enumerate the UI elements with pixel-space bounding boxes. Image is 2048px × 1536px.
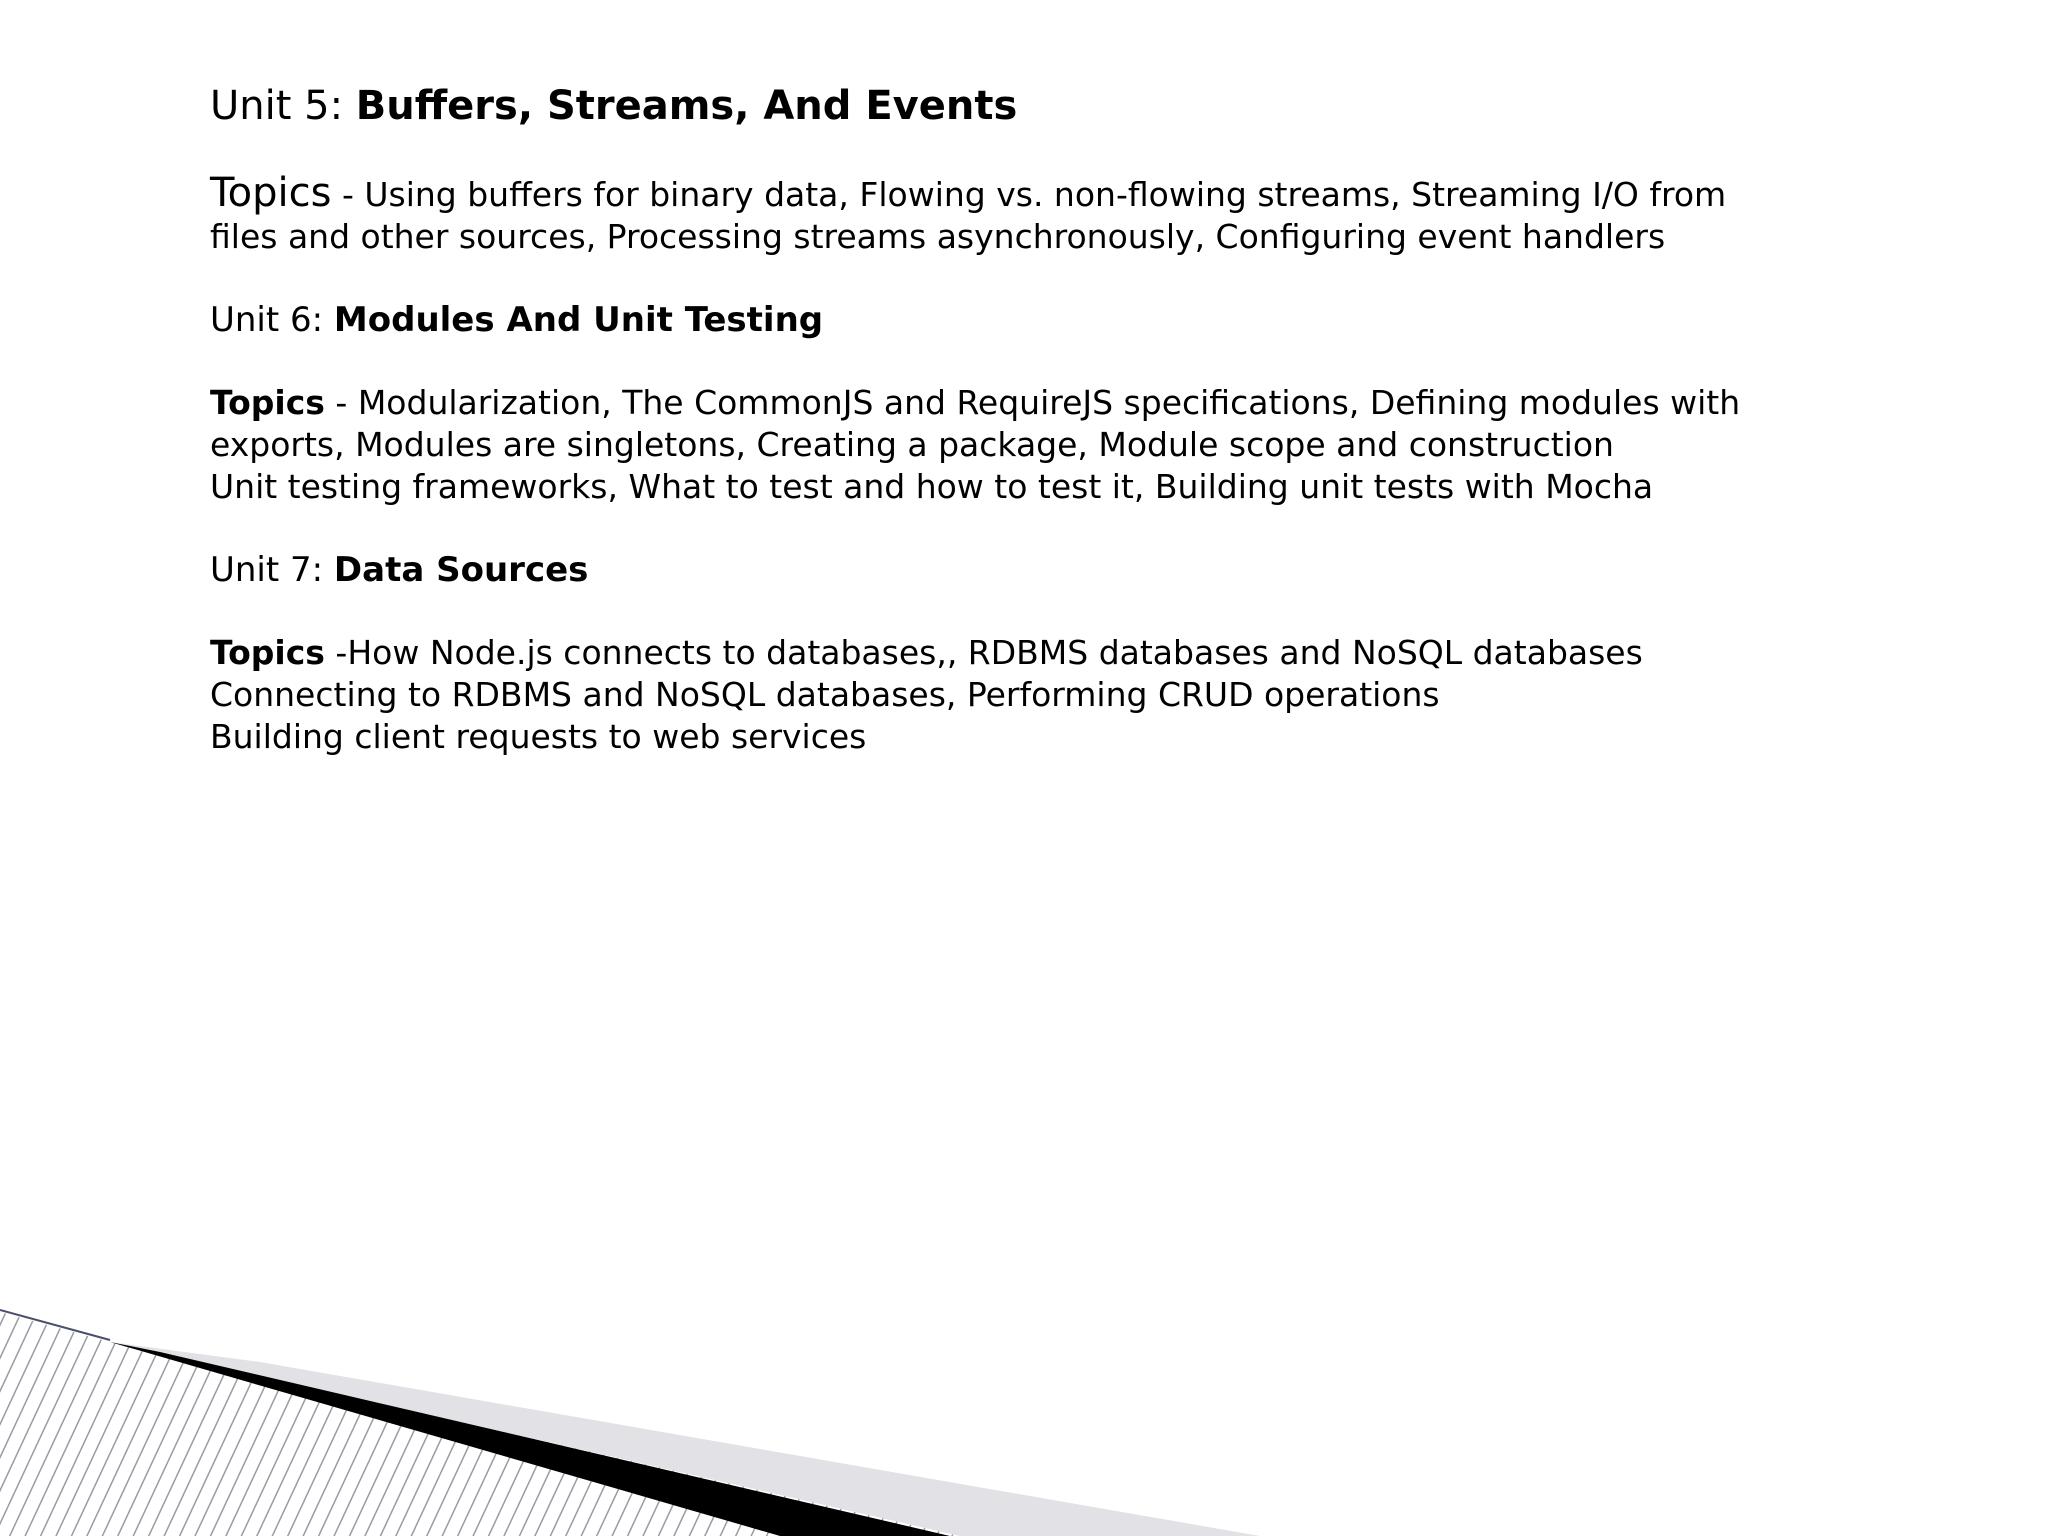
unit-6-topics-line-2: exports, Modules are singletons, Creating a package, Module scope and construction: [210, 425, 1614, 464]
unit-7-topics-line-2: Connecting to RDBMS and NoSQL databases, Performing CRUD operations: [210, 675, 1440, 714]
slide-content: [210, 82, 1850, 758]
unit-6-topics: [210, 382, 1850, 508]
unit-5-number: Unit 5:: [210, 83, 344, 129]
unit-5-topics-separator: -: [331, 175, 365, 214]
unit-5-title: [210, 82, 1850, 130]
unit-7-number: Unit 7:: [210, 550, 324, 590]
unit-7-topics-line-1: How Node.js connects to databases,, RDBMS databases and NoSQL databases: [347, 633, 1643, 672]
unit-7-topics-separator: -: [324, 633, 348, 672]
unit-7-topics: [210, 632, 1850, 758]
unit-6-topics-line-1: Modularization, The CommonJS and RequireJS specifications, Defining modules with: [357, 383, 1741, 422]
unit-6-number: Unit 6:: [210, 300, 324, 340]
unit-7-title: [210, 550, 1850, 590]
unit-5-topics: [210, 172, 1850, 258]
unit-6-topics-line-3: Unit testing frameworks, What to test and how to test it, Building unit tests with Mocha: [210, 467, 1654, 506]
unit-7-topics-label: Topics: [210, 633, 325, 672]
unit-6-name: Modules And Unit Testing: [333, 300, 824, 340]
unit-6-topics-label: Topics: [210, 383, 325, 422]
unit-6-topics-separator: -: [324, 383, 358, 422]
unit-5-name: Buffers, Streams, And Events: [355, 83, 1018, 129]
unit-6-title: [210, 300, 1850, 340]
corner-swoosh-decoration: [0, 1290, 1260, 1536]
unit-7-name: Data Sources: [333, 550, 589, 590]
unit-5-topics-label: Topics: [210, 170, 332, 216]
unit-5-topics-line-2: files and other sources, Processing streams asynchronously, Configuring event handlers: [210, 217, 1666, 256]
unit-5-topics-line-1: Using buffers for binary data, Flowing vs. non-flowing streams, Streaming I/O from: [364, 175, 1727, 214]
unit-7-topics-line-3: Building client requests to web services: [210, 717, 867, 756]
